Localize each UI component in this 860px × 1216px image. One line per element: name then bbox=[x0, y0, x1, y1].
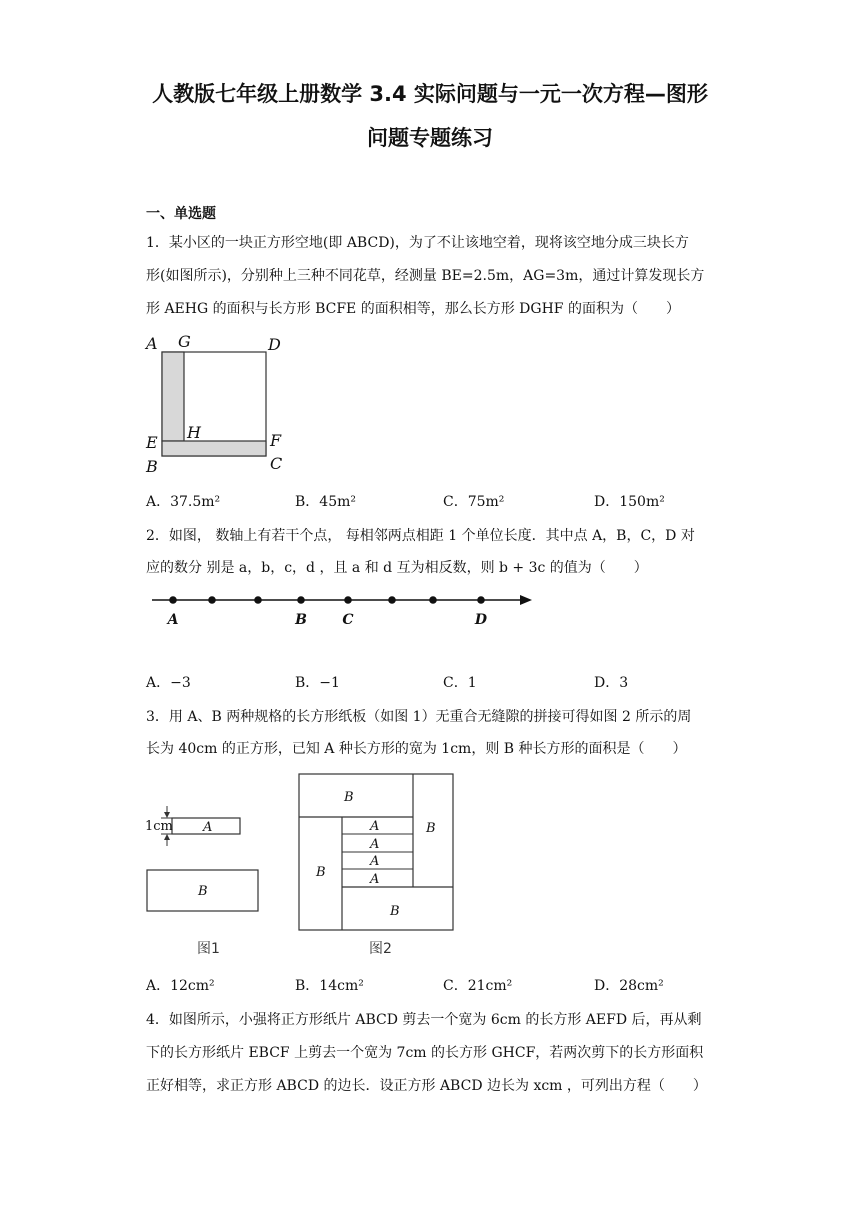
axis-point-6 bbox=[388, 596, 396, 604]
q1-option-a[interactable]: A．37.5m² bbox=[146, 494, 221, 510]
fig2-label-A-4: A bbox=[370, 872, 380, 887]
q2-option-c[interactable]: C．1 bbox=[443, 675, 477, 691]
page-title-line1: 人教版七年级上册数学 3.4 实际问题与一元一次方程—图形 bbox=[152, 82, 708, 106]
q3-figure-1 bbox=[140, 770, 270, 965]
fig2-label-A-1: A bbox=[370, 819, 380, 834]
q1-label-E: E bbox=[146, 433, 158, 452]
q1-line1: 1．某小区的一块正方形空地(即 ABCD)，为了不让该地空着，现将该空地分成三块长方 bbox=[146, 235, 689, 251]
q1-label-G: G bbox=[178, 332, 191, 351]
q3-line1: 3．用 A、B 两种规格的长方形纸板（如图 1）无重合无缝隙的拼接可得如图 2 所示的周 bbox=[146, 709, 692, 725]
q1-option-b[interactable]: B．45m² bbox=[295, 494, 356, 510]
q4-line2: 下的长方形纸片 EBCF 上剪去一个宽为 7cm 的长方形 GHCF，若两次剪下的长方形面积 bbox=[146, 1045, 704, 1061]
q2-line1: 2．如图， 数轴上有若干个点， 每相邻两点相距 1 个单位长度．其中点 A，B，C，D 对 bbox=[146, 528, 695, 544]
q4-line1: 4．如图所示，小强将正方形纸片 ABCD 剪去一个宽为 6cm 的长方形 AEFD 后，再从剩 bbox=[146, 1012, 702, 1028]
q1-label-A: A bbox=[146, 334, 158, 353]
q2-option-d[interactable]: D．3 bbox=[594, 675, 629, 691]
axis-label-B: B bbox=[295, 612, 307, 628]
axis-point-A bbox=[169, 596, 177, 604]
q1-label-H: H bbox=[187, 423, 201, 442]
axis-point-B bbox=[297, 596, 305, 604]
fig2-label-B-left: B bbox=[316, 865, 326, 880]
fig1-label-A: A bbox=[203, 820, 213, 835]
fig2-label-B-top: B bbox=[344, 790, 354, 805]
axis-point-2 bbox=[208, 596, 216, 604]
q1-option-d[interactable]: D．150m² bbox=[594, 494, 665, 510]
axis-label-C: C bbox=[342, 612, 354, 628]
q2-option-a[interactable]: A．−3 bbox=[146, 675, 191, 691]
q3-option-a[interactable]: A．12cm² bbox=[146, 978, 215, 994]
fig2-label-B-right: B bbox=[426, 821, 436, 836]
page-title-line2: 问题专题练习 bbox=[367, 126, 493, 150]
axis-point-C bbox=[344, 596, 352, 604]
axis-point-3 bbox=[254, 596, 262, 604]
q1-option-c[interactable]: C．75m² bbox=[443, 494, 505, 510]
q3-figure-2 bbox=[290, 770, 465, 965]
fig1-label-B: B bbox=[198, 884, 208, 899]
q1-figure bbox=[140, 332, 300, 477]
q1-label-B: B bbox=[146, 457, 158, 476]
fig2-caption: 图2 bbox=[369, 941, 392, 957]
q1-label-F: F bbox=[270, 431, 282, 450]
fig2-label-A-2: A bbox=[370, 837, 380, 852]
q1-label-D: D bbox=[268, 335, 281, 354]
q3-option-b[interactable]: B．14cm² bbox=[295, 978, 364, 994]
axis-label-D: D bbox=[474, 612, 488, 628]
q1-line3: 形 AEHG 的面积与长方形 BCFE 的面积相等，那么长方形 DGHF 的面积为（ ） bbox=[146, 301, 680, 317]
axis-point-D bbox=[477, 596, 485, 604]
q3-option-c[interactable]: C．21cm² bbox=[443, 978, 513, 994]
q3-line2: 长为 40cm 的正方形，已知 A 种长方形的宽为 1cm，则 B 种长方形的面积是（ ） bbox=[146, 741, 687, 757]
axis-point-7 bbox=[429, 596, 437, 604]
fig2-label-B-bottom: B bbox=[390, 904, 400, 919]
fig2-label-A-3: A bbox=[370, 854, 380, 869]
axis-label-A: A bbox=[167, 612, 179, 628]
q1-label-C: C bbox=[270, 454, 283, 473]
q2-number-line bbox=[150, 588, 540, 633]
q2-option-b[interactable]: B．−1 bbox=[295, 675, 340, 691]
q2-line2: 应的数分 别是 a，b，c，d ，且 a 和 d 互为相反数，则 b + 3c 的值为（ ） bbox=[146, 560, 648, 576]
section-heading: 一、单选题 bbox=[146, 206, 216, 222]
fig1-caption: 图1 bbox=[197, 941, 220, 957]
q1-line2: 形(如图所示)，分别种上三种不同花草，经测量 BE=2.5m，AG=3m，通过计算发现长方 bbox=[146, 268, 705, 284]
q4-line3: 正好相等，求正方形 ABCD 的边长．设正方形 ABCD 边长为 xcm ，可列出方程（ ） bbox=[146, 1078, 707, 1094]
fig1-width-label: 1cm bbox=[145, 819, 173, 834]
q3-option-d[interactable]: D．28cm² bbox=[594, 978, 664, 994]
